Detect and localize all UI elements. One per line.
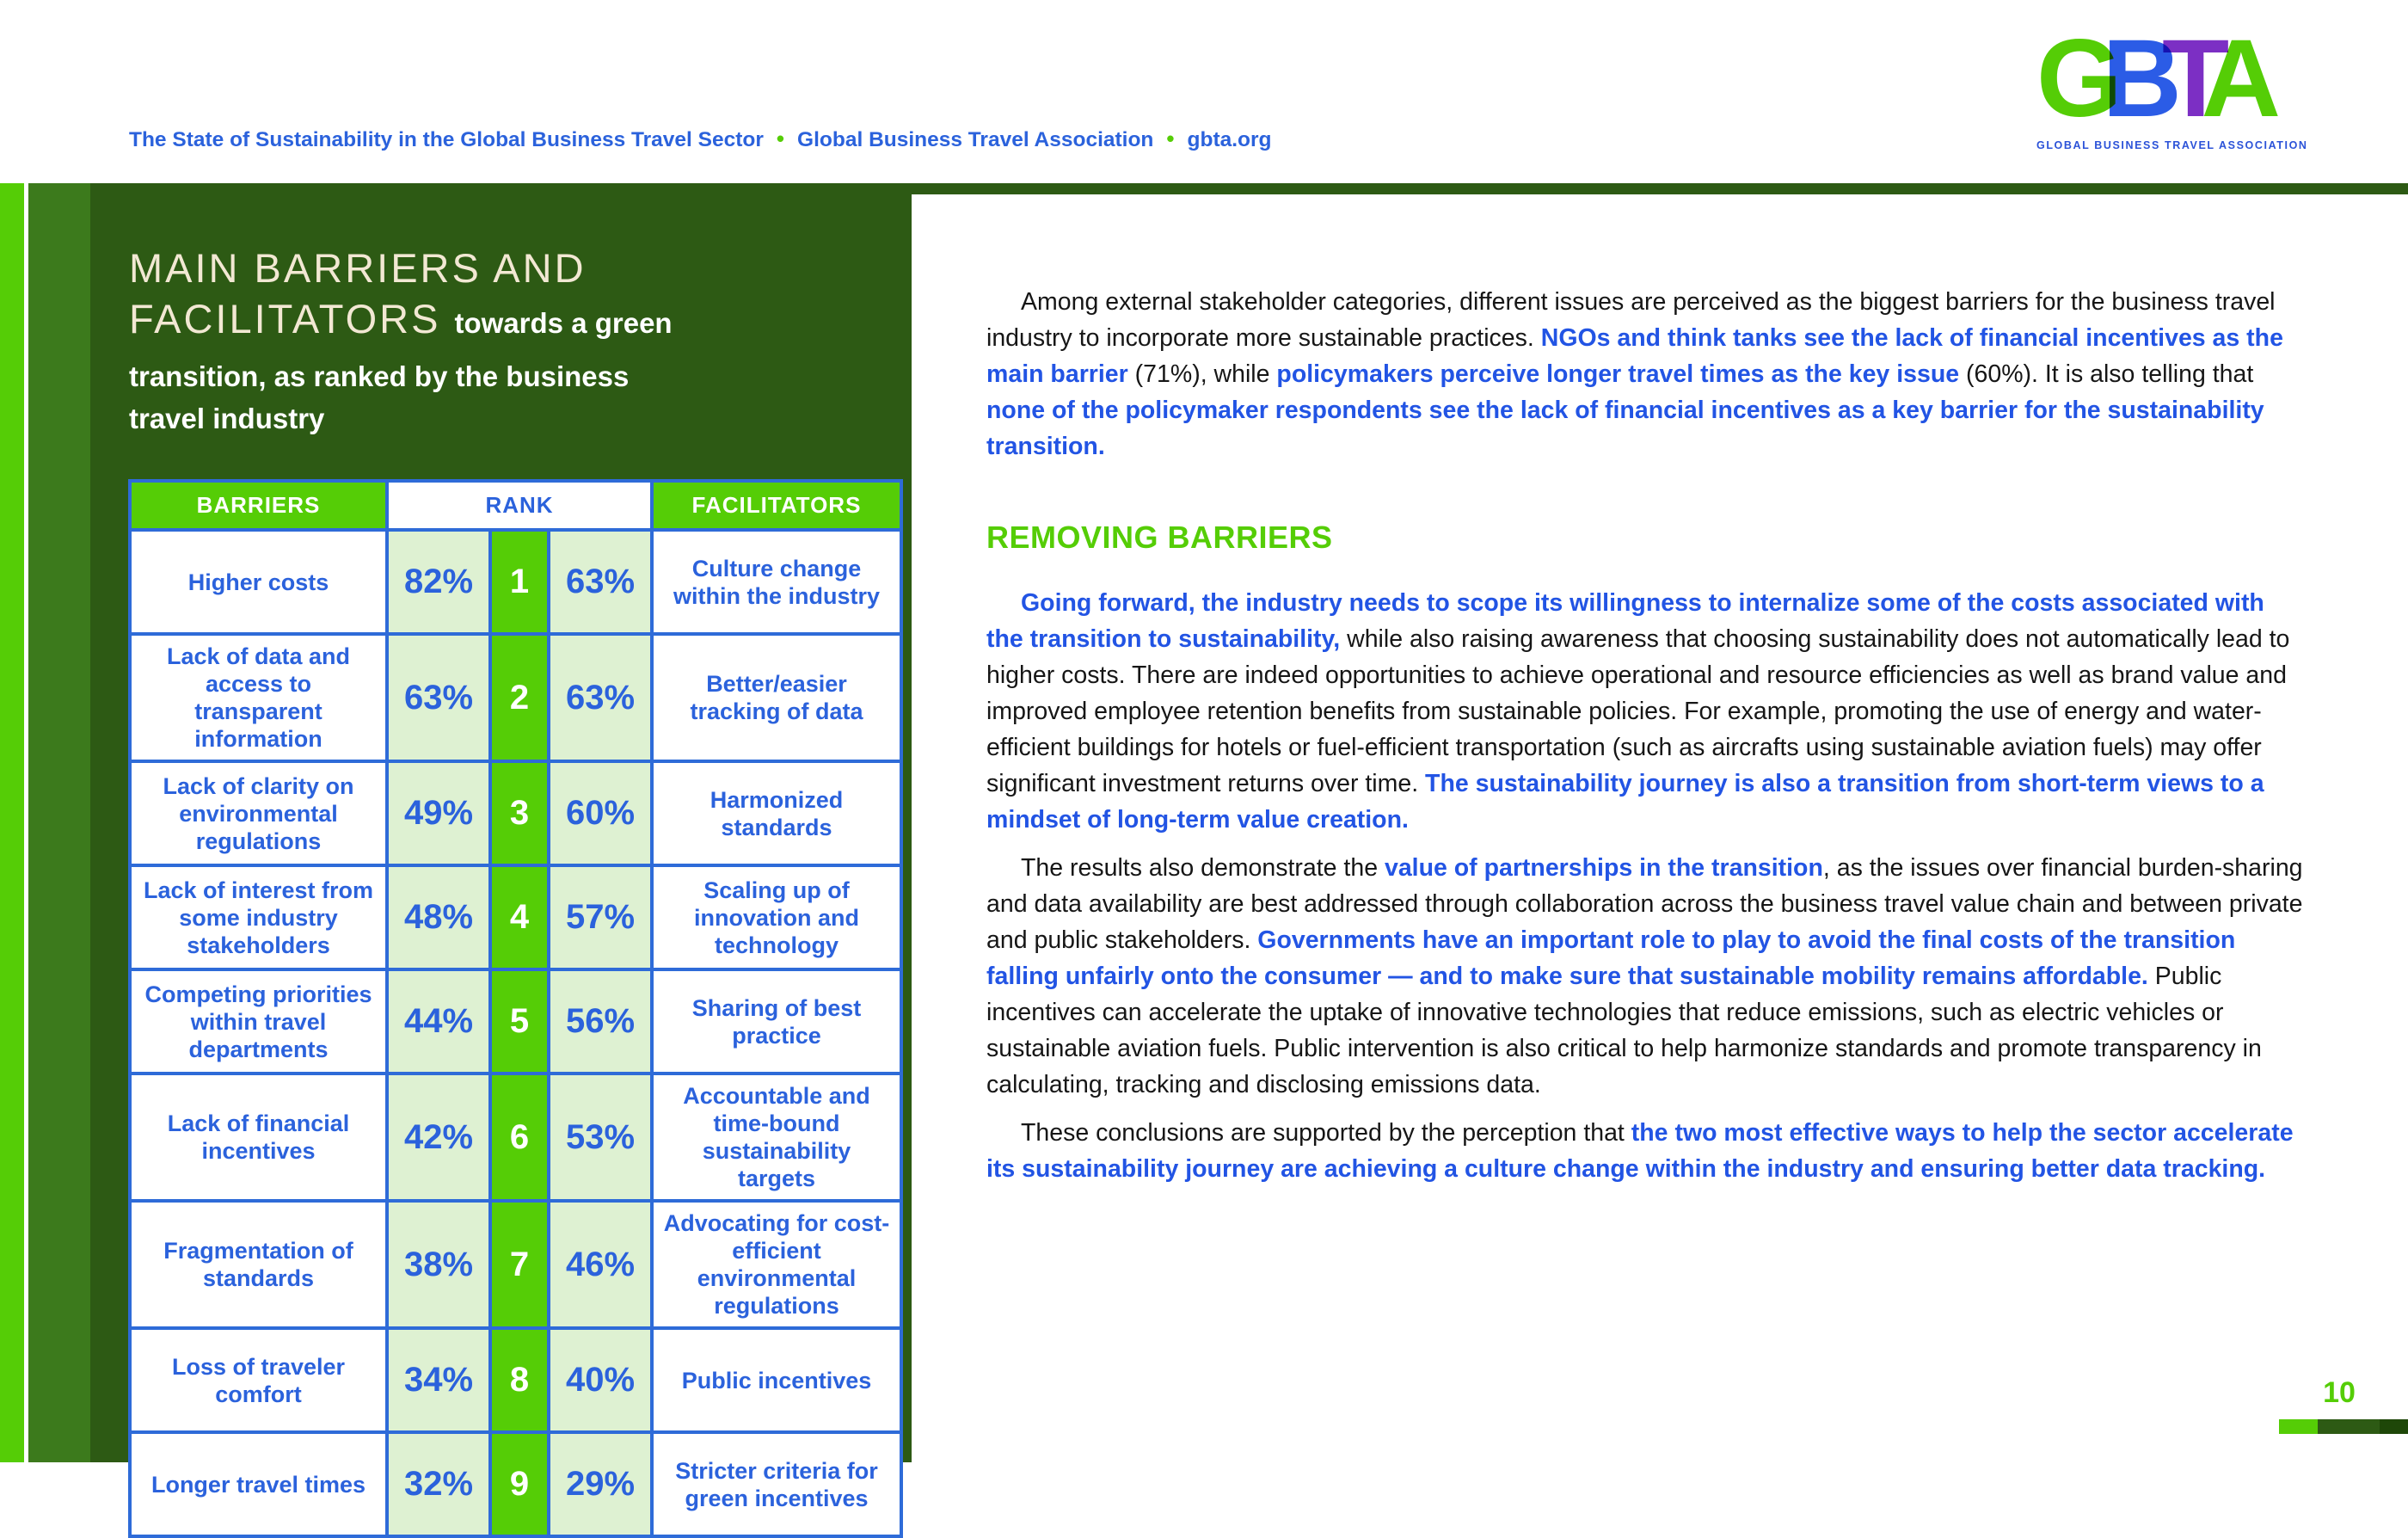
logo-letter: G <box>2036 17 2103 140</box>
table-cell-rank: 5 <box>492 971 547 1072</box>
table-cell-facilitator-pct: 63% <box>550 532 650 632</box>
gbta-logo <box>2036 17 2308 151</box>
table-cell-barrier: Loss of traveler comfort <box>132 1330 385 1430</box>
gbta-logo-letters <box>2036 17 2294 140</box>
footer-bar-bright-segment <box>2279 1419 2318 1434</box>
body-text: Among external stakeholder categories, different issues are perceived as the biggest barriers for the business travel industry to incorporate more sustainable practices. <box>986 288 2276 352</box>
panel-subtitle-line2: travel industry <box>129 403 325 434</box>
table-cell-barrier-pct: 42% <box>389 1075 488 1199</box>
article-intro <box>986 284 2304 464</box>
panel-title-line2 <box>129 293 843 348</box>
table-cell-facilitator-pct: 57% <box>550 867 650 968</box>
header-item: The State of Sustainability in the Global Business Travel Sector <box>129 128 764 151</box>
highlighted-text: policymakers perceive longer travel times as the key issue <box>1276 360 1960 388</box>
highlighted-text: Governments have an important role to play to avoid the final costs of the transition falling unfairly onto the consumer — and to make sure that sustainable mobility remains affordable. <box>986 926 2236 990</box>
paragraph <box>986 284 2304 464</box>
table-cell-rank: 7 <box>492 1203 547 1326</box>
table-cell-barrier-pct: 82% <box>389 532 488 632</box>
table-cell-rank: 9 <box>492 1434 547 1535</box>
body-text: Public incentives can accelerate the uptake of innovative technologies that reduce emissions, such as electric vehicles or sustainable aviation fuels. Public intervention is also critical to help harmonize standards and promote transparency in calculating, tracking and disclosing emissions data. <box>986 963 2262 1098</box>
body-text: These conclusions are supported by the perception that <box>1021 1119 1631 1147</box>
table-cell-facilitator: Culture change within the industry <box>654 532 900 632</box>
table-cell-facilitator-pct: 56% <box>550 971 650 1072</box>
header-item: gbta.org <box>1187 128 1272 151</box>
table-cell-rank: 8 <box>492 1330 547 1430</box>
footer-bar-dark-segment <box>2318 1419 2380 1434</box>
panel-title-line1: MAIN BARRIERS AND <box>129 245 587 291</box>
highlighted-text: the two most effective ways to help the sector accelerate its sustainability journey are achieving a culture change within the industry and ensuring better data tracking. <box>986 1119 2294 1183</box>
highlighted-text: Going forward, the industry needs to scope its willingness to internalize some of the costs associated with the transition to sustainability, <box>986 589 2264 653</box>
table-cell-rank: 3 <box>492 763 547 864</box>
table-cell-barrier: Lack of interest from some industry stakeholders <box>132 867 385 968</box>
table-cell-rank: 6 <box>492 1075 547 1199</box>
bullet-separator: • <box>776 126 785 151</box>
table-cell-facilitator: Sharing of best practice <box>654 971 900 1072</box>
table-cell-facilitator-pct: 29% <box>550 1434 650 1535</box>
table-cell-barrier: Lack of clarity on environmental regulations <box>132 763 385 864</box>
panel-title-light-text: FACILITATORS <box>129 296 441 341</box>
table-cell-rank: 1 <box>492 532 547 632</box>
barriers-facilitators-table <box>128 479 903 1538</box>
table-cell-barrier: Lack of financial incentives <box>132 1075 385 1199</box>
gbta-logo-caption: GLOBAL BUSINESS TRAVEL ASSOCIATION <box>2036 139 2308 151</box>
bullet-separator: • <box>1166 126 1175 151</box>
column-header-barriers: BARRIERS <box>132 483 385 528</box>
table-cell-barrier-pct: 44% <box>389 971 488 1072</box>
table-cell-barrier-pct: 63% <box>389 636 488 760</box>
panel-title <box>129 243 843 440</box>
table-cell-facilitator-pct: 53% <box>550 1075 650 1199</box>
table-cell-facilitator: Stricter criteria for green incentives <box>654 1434 900 1535</box>
table-cell-facilitator: Accountable and time-bound sustainability targets <box>654 1075 900 1199</box>
logo-letter: B <box>2102 17 2162 140</box>
table-cell-barrier: Fragmentation of standards <box>132 1203 385 1326</box>
paragraph <box>986 850 2304 1103</box>
paragraph <box>986 585 2304 838</box>
highlighted-text: NGOs and think tanks see the lack of financial incentives as the main barrier <box>986 324 2283 388</box>
table-cell-barrier-pct: 32% <box>389 1434 488 1535</box>
logo-letter: T <box>2161 17 2202 140</box>
table-cell-facilitator-pct: 46% <box>550 1203 650 1326</box>
column-header-facilitators: FACILITATORS <box>654 483 900 528</box>
panel-subtitle-line1: transition, as ranked by the business <box>129 360 630 392</box>
table-cell-barrier-pct: 34% <box>389 1330 488 1430</box>
page-number: 10 <box>2323 1376 2356 1409</box>
table-cell-barrier: Higher costs <box>132 532 385 632</box>
section-heading: REMOVING BARRIERS <box>986 520 1333 555</box>
header-breadcrumb <box>129 126 1272 152</box>
table-cell-facilitator-pct: 40% <box>550 1330 650 1430</box>
table-cell-rank: 4 <box>492 867 547 968</box>
article <box>986 284 2304 1199</box>
left-secondary-strip <box>28 183 90 1462</box>
table-cell-barrier: Competing priorities within travel departments <box>132 971 385 1072</box>
body-text: The results also demonstrate the <box>1021 854 1385 882</box>
footer-bar-darker-segment <box>2380 1419 2408 1434</box>
table-cell-rank: 2 <box>492 636 547 760</box>
table-cell-barrier: Lack of data and access to transparent information <box>132 636 385 760</box>
table-cell-facilitator-pct: 60% <box>550 763 650 864</box>
panel-subtitle-inline: towards a green <box>454 307 673 339</box>
article-body <box>986 585 2304 1187</box>
highlighted-text: value of partnerships in the transition <box>1384 854 1823 882</box>
table-cell-facilitator: Scaling up of innovation and technology <box>654 867 900 968</box>
column-header-rank: RANK <box>389 483 650 528</box>
table-cell-facilitator: Better/easier tracking of data <box>654 636 900 760</box>
table-cell-facilitator: Harmonized standards <box>654 763 900 864</box>
left-accent-strip <box>0 183 24 1462</box>
body-text: (60%). It is also telling that <box>1959 360 2254 388</box>
table-cell-barrier: Longer travel times <box>132 1434 385 1535</box>
body-text: , as the issues over financial burden-sharing and data availability are best addressed through collaboration across the business travel value chain and between private and public stakeholders. <box>986 854 2303 954</box>
logo-letter: A <box>2201 17 2261 140</box>
table-cell-barrier-pct: 48% <box>389 867 488 968</box>
highlighted-text: The sustainability journey is also a transition from short-term views to a mindset of long-term value creation. <box>986 770 2264 834</box>
table-cell-barrier-pct: 49% <box>389 763 488 864</box>
body-text: while also raising awareness that choosing sustainability does not automatically lead to higher costs. There are indeed opportunities to achieve operational and resource efficiencies as well as brand value and improved employee retention benefits from sustainable policies. For example, promoting the use of energy and water-efficient buildings for hotels or fuel-efficient transportation (such as aircrafts using sustainable aviation fuels) may offer significant investment returns over time. <box>986 625 2290 797</box>
highlighted-text: none of the policymaker respondents see the lack of financial incentives as a key barrier for the sustainability transition. <box>986 397 2264 460</box>
table-cell-barrier-pct: 38% <box>389 1203 488 1326</box>
body-text: (71%), while <box>1127 360 1277 388</box>
paragraph <box>986 1115 2304 1187</box>
table-cell-facilitator: Public incentives <box>654 1330 900 1430</box>
header-item: Global Business Travel Association <box>797 128 1154 151</box>
table-cell-facilitator: Advocating for cost-efficient environmental regulations <box>654 1203 900 1326</box>
table-cell-facilitator-pct: 63% <box>550 636 650 760</box>
